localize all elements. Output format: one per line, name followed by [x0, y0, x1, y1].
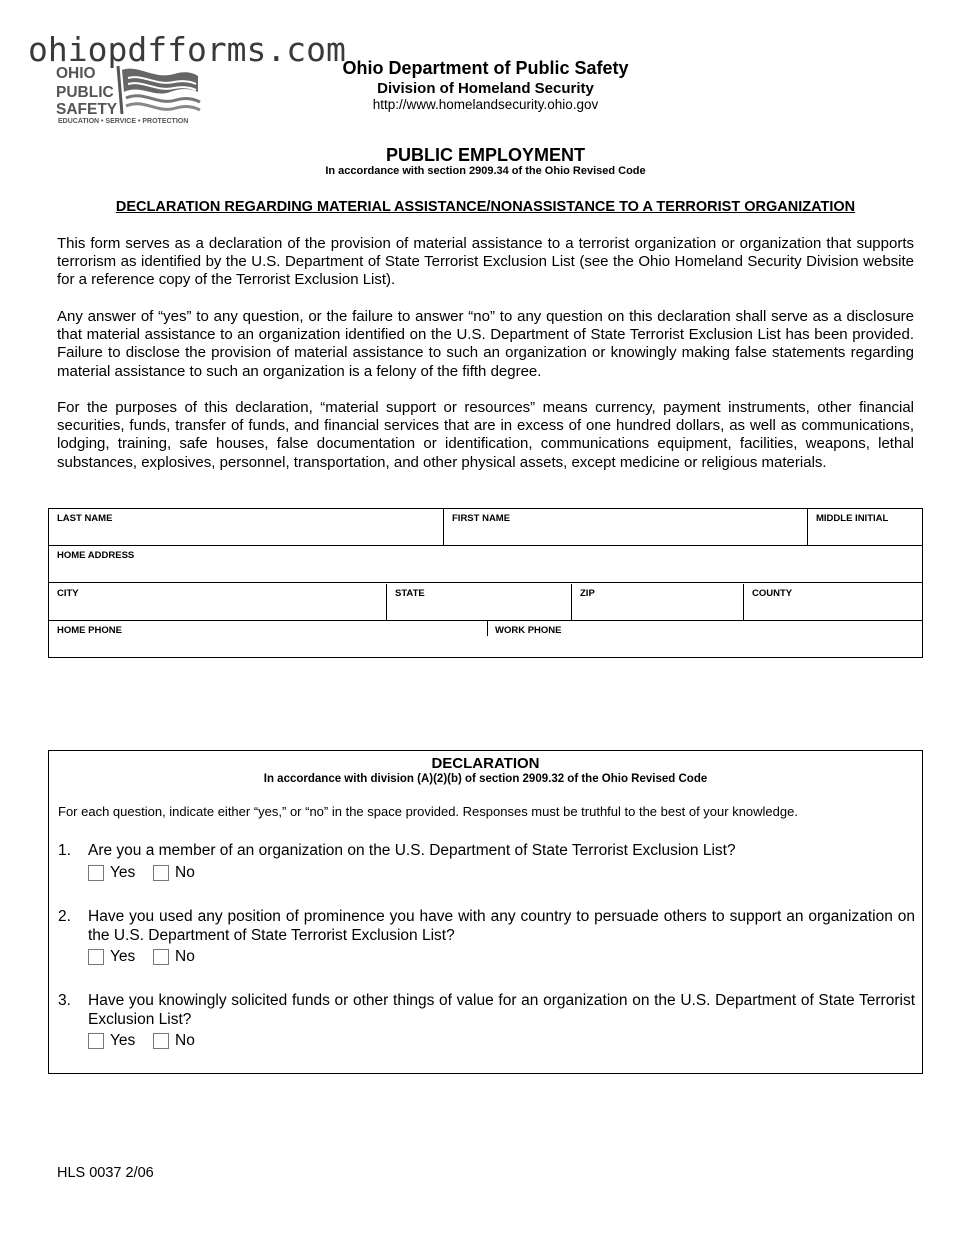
- question-1: [58, 842, 915, 884]
- home-address-cell: [49, 546, 922, 582]
- city-input[interactable]: [55, 601, 380, 617]
- state-cell: [386, 584, 571, 620]
- intro-paragraph-2: Any answer of “yes” to any question, or the failure to answer “no” to any question on this declaration shall serve as a disclosure that material assistance to an organization identified on the U.S. Department of State Terrorist Exclusion List has been provided. Failure to disclose the provision of material assistance to such an organization or knowingly making false statements regarding material assistance to such an organization is a felony of the fifth degree.: [57, 308, 914, 380]
- name-row: [49, 509, 922, 546]
- q2-no-checkbox[interactable]: [153, 949, 169, 965]
- q1-yes-checkbox[interactable]: [88, 865, 104, 881]
- q3-no-checkbox[interactable]: [153, 1033, 169, 1049]
- q2-no-option[interactable]: [153, 948, 195, 967]
- county-input[interactable]: [750, 601, 916, 617]
- page-title: PUBLIC EMPLOYMENT: [385, 145, 585, 165]
- work-phone-cell: [487, 621, 922, 658]
- last-name-label: LAST NAME: [57, 513, 113, 524]
- page-subtitle: In accordance with section 2909.34 of the Ohio Revised Code: [325, 165, 646, 177]
- q3-yes-checkbox[interactable]: [88, 1033, 104, 1049]
- division-name: Division of Homeland Security: [377, 80, 594, 97]
- question-text: Are you a member of an organization on the U.S. Department of State Terrorist Exclusion List?: [88, 842, 736, 859]
- form-code: HLS 0037 2/06: [57, 1165, 154, 1181]
- declaration-section: [48, 750, 923, 1074]
- work-phone-divider: [487, 621, 488, 636]
- intro-paragraph-3: For the purposes of this declaration, “material support or resources” means currency, payment instruments, other financial securities, funds, transfer of funds, and financial services that are in excess of one hundred dollars, as well as communications, lodging, training, safe houses, false documentation or identification, communications equipment, facilities, weapons, lethal substances, explosives, personnel, transportation, and other physical assets, except medicine or religious materials.: [57, 399, 914, 471]
- county-label: COUNTY: [752, 588, 793, 599]
- question-2: [58, 908, 915, 968]
- declaration-instructions: For each question, indicate either “yes,” or “no” in the space provided. Responses must be truthful to the best of your knowledge.: [58, 804, 798, 819]
- last-name-input[interactable]: [55, 526, 437, 542]
- no-label: No: [175, 1032, 195, 1049]
- zip-cell: [571, 584, 743, 620]
- home-phone-label: HOME PHONE: [57, 625, 122, 636]
- yes-label: Yes: [110, 863, 136, 881]
- middle-initial-cell: [807, 509, 922, 545]
- last-name-cell: [49, 509, 443, 545]
- zip-label: ZIP: [580, 588, 595, 599]
- question-text: Have you knowingly solicited funds or other things of value for an organization on the U.S. Department of State Terrorist Exclusion List?: [88, 992, 915, 1028]
- work-phone-input[interactable]: [493, 639, 916, 655]
- yes-label: Yes: [110, 948, 136, 965]
- declaration-heading: DECLARATION REGARDING MATERIAL ASSISTANCE/NONASSISTANCE TO A TERRORIST ORGANIZATION: [115, 199, 856, 215]
- first-name-cell: [443, 509, 807, 545]
- agency-website: http://www.homelandsecurity.ohio.gov: [372, 97, 599, 112]
- q1-no-checkbox[interactable]: [153, 865, 169, 881]
- first-name-label: FIRST NAME: [452, 513, 511, 524]
- intro-paragraph-1: This form serves as a declaration of the provision of material assistance to a terrorist organization or organization that supports terrorism as identified by the U.S. Department of State Terrorist Exclusion List (see the Ohio Homeland Security Division website for a reference copy of the Terrorist Exclusion List).: [57, 235, 914, 289]
- phone-row: [49, 621, 922, 658]
- no-label: No: [175, 863, 195, 881]
- q2-yes-option[interactable]: [88, 948, 135, 967]
- logo-tagline: EDUCATION • SERVICE • PROTECTION: [58, 118, 189, 125]
- q3-no-option[interactable]: [153, 1032, 195, 1051]
- logo-line-2: PUBLIC: [56, 84, 114, 101]
- agency-name: Ohio Department of Public Safety: [342, 58, 629, 78]
- q1-yes-option[interactable]: [88, 864, 135, 883]
- logo-line-3: SAFETY: [56, 101, 118, 118]
- middle-initial-label: MIDDLE INITIAL: [816, 513, 889, 524]
- city-row: [49, 584, 922, 621]
- county-cell: [743, 584, 922, 620]
- declaration-subtitle: In accordance with division (A)(2)(b) of section 2909.32 of the Ohio Revised Code: [263, 773, 708, 785]
- city-label: CITY: [57, 588, 79, 599]
- state-input[interactable]: [393, 601, 565, 617]
- yes-label: Yes: [110, 1032, 136, 1049]
- declaration-title: DECLARATION: [431, 755, 540, 772]
- logo-line-1: OHIO: [56, 65, 96, 82]
- home-address-label: HOME ADDRESS: [57, 550, 135, 561]
- first-name-input[interactable]: [450, 526, 801, 542]
- work-phone-label: WORK PHONE: [495, 625, 562, 636]
- middle-initial-input[interactable]: [814, 526, 916, 542]
- state-label: STATE: [395, 588, 425, 599]
- home-address-input[interactable]: [55, 563, 916, 579]
- city-cell: [49, 584, 386, 620]
- q3-yes-option[interactable]: [88, 1032, 135, 1051]
- q1-no-option[interactable]: [153, 864, 195, 883]
- watermark-text: ohiopdfforms.com: [28, 30, 346, 69]
- q2-yes-checkbox[interactable]: [88, 949, 104, 965]
- home-phone-cell: [49, 621, 487, 658]
- answer-choices: [88, 864, 915, 884]
- question-number: 3.: [58, 992, 71, 1009]
- zip-input[interactable]: [578, 601, 737, 617]
- no-label: No: [175, 948, 195, 965]
- question-text: Have you used any position of prominence you have with any country to persuade others to support an organization on the U.S. Department of State Terrorist Exclusion List?: [88, 908, 915, 944]
- answer-choices: [88, 948, 915, 968]
- answer-choices: [88, 1032, 915, 1052]
- question-number: 1.: [58, 842, 71, 859]
- address-row: [49, 546, 922, 583]
- question-number: 2.: [58, 908, 71, 925]
- home-phone-input[interactable]: [55, 639, 481, 655]
- question-3: [58, 992, 915, 1052]
- personal-info-grid: [48, 508, 923, 658]
